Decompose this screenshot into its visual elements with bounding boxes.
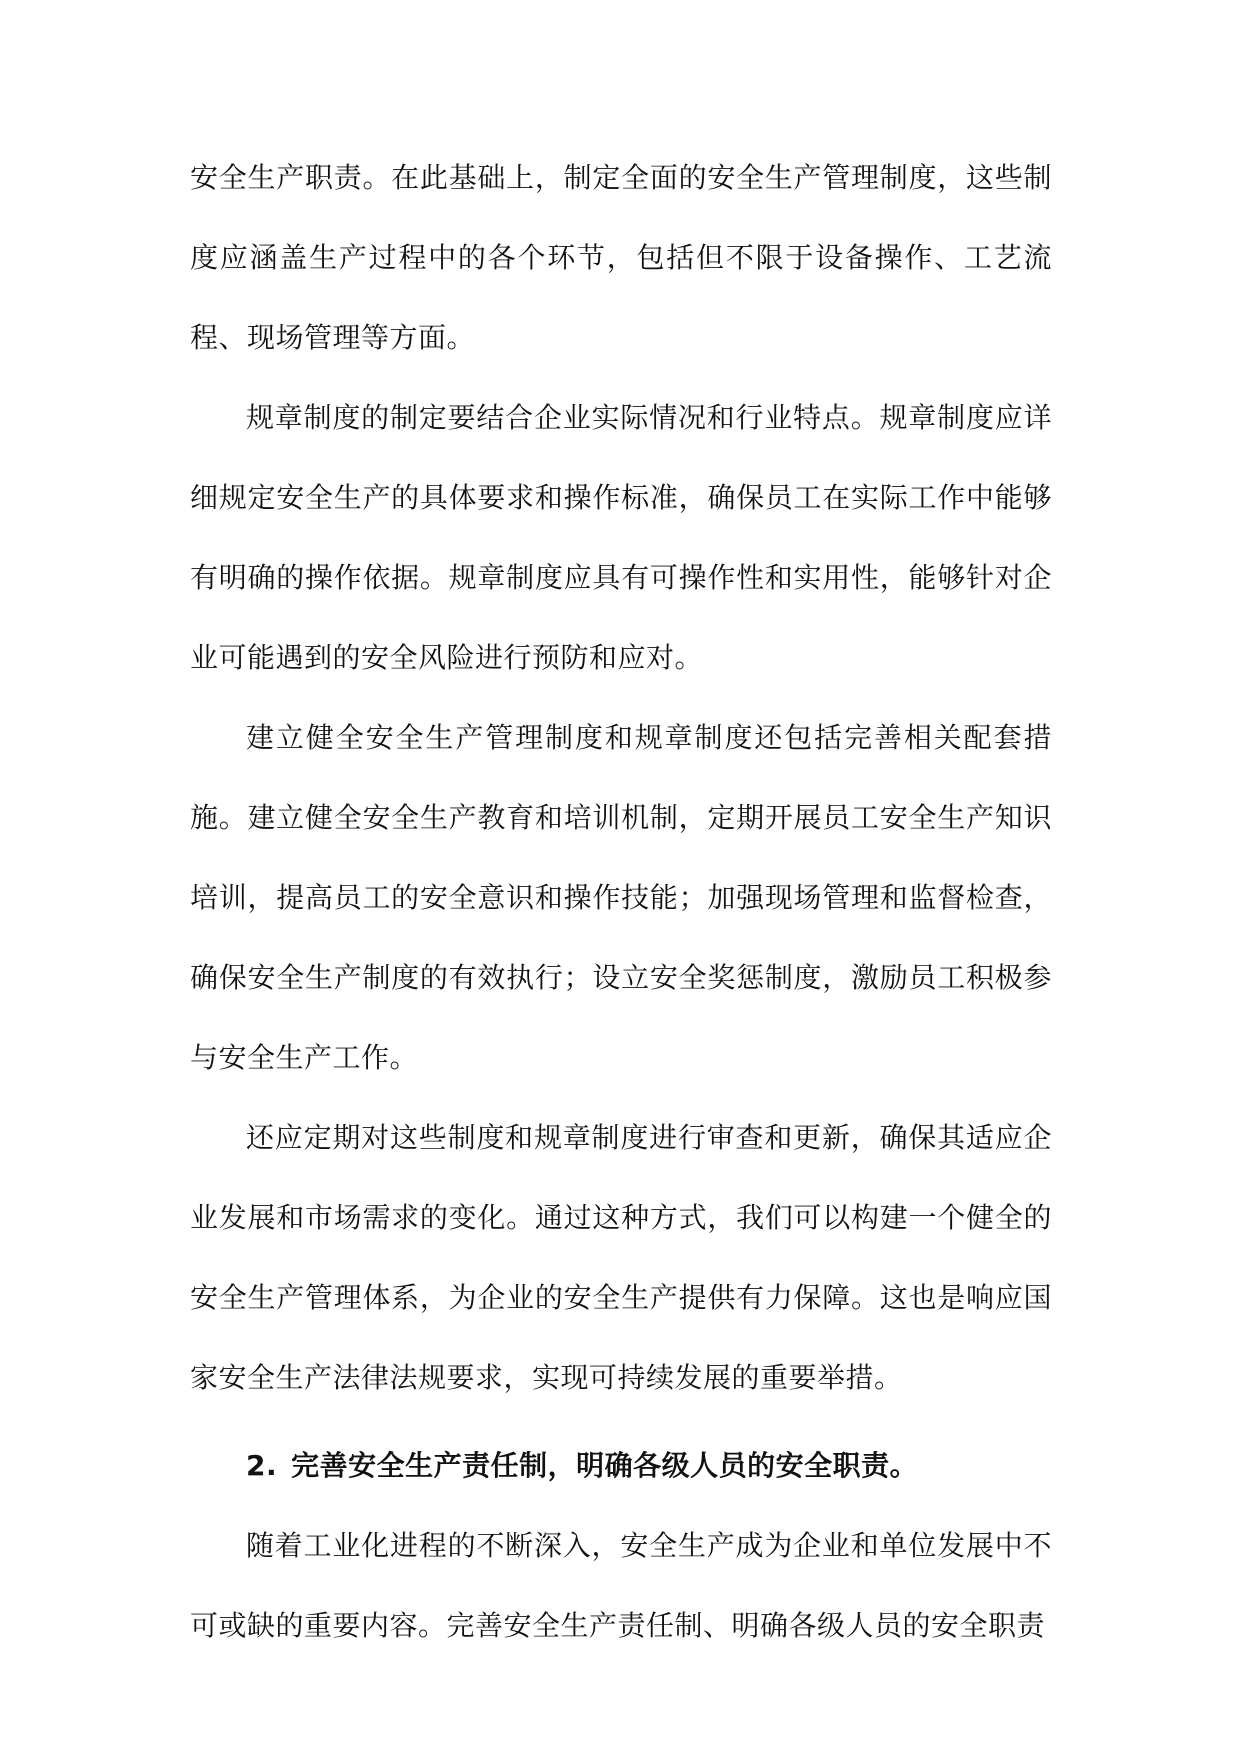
paragraph-5: 随着工业化进程的不断深入，安全生产成为企业和单位发展中不可或缺的重要内容。完善安全生产责任制、明确各级人员的安全职责 <box>190 1529 1052 1642</box>
paragraph-4: 还应定期对这些制度和规章制度进行审查和更新，确保其适应企业发展和市场需求的变化。通过这种方式，我们可以构建一个健全的安全生产管理体系，为企业的安全生产提供有力保障。这也是响应国家安全生产法律法规要求，实现可持续发展的重要举措。 <box>190 1121 1052 1394</box>
section-number: 2. <box>246 1449 278 1482</box>
paragraph-2: 规章制度的制定要结合企业实际情况和行业特点。规章制度应详细规定安全生产的具体要求和操作标准，确保员工在实际工作中能够有明确的操作依据。规章制度应具有可操作性和实用性，能够针对企业可能遇到的安全风险进行预防和应对。 <box>190 401 1052 674</box>
document-body <box>190 138 1052 1666</box>
paragraph-3: 建立健全安全生产管理制度和规章制度还包括完善相关配套措施。建立健全安全生产教育和培训机制，定期开展员工安全生产知识培训，提高员工的安全意识和操作技能；加强现场管理和监督检查，确保安全生产制度的有效执行；设立安全奖惩制度，激励员工积极参与安全生产工作。 <box>190 721 1052 1074</box>
section-title: 完善安全生产责任制，明确各级人员的安全职责。 <box>291 1449 919 1482</box>
paragraph-1: 安全生产职责。在此基础上，制定全面的安全生产管理制度，这些制度应涵盖生产过程中的各个环节，包括但不限于设备操作、工艺流程、现场管理等方面。 <box>190 161 1052 354</box>
section-heading <box>190 1426 1052 1506</box>
